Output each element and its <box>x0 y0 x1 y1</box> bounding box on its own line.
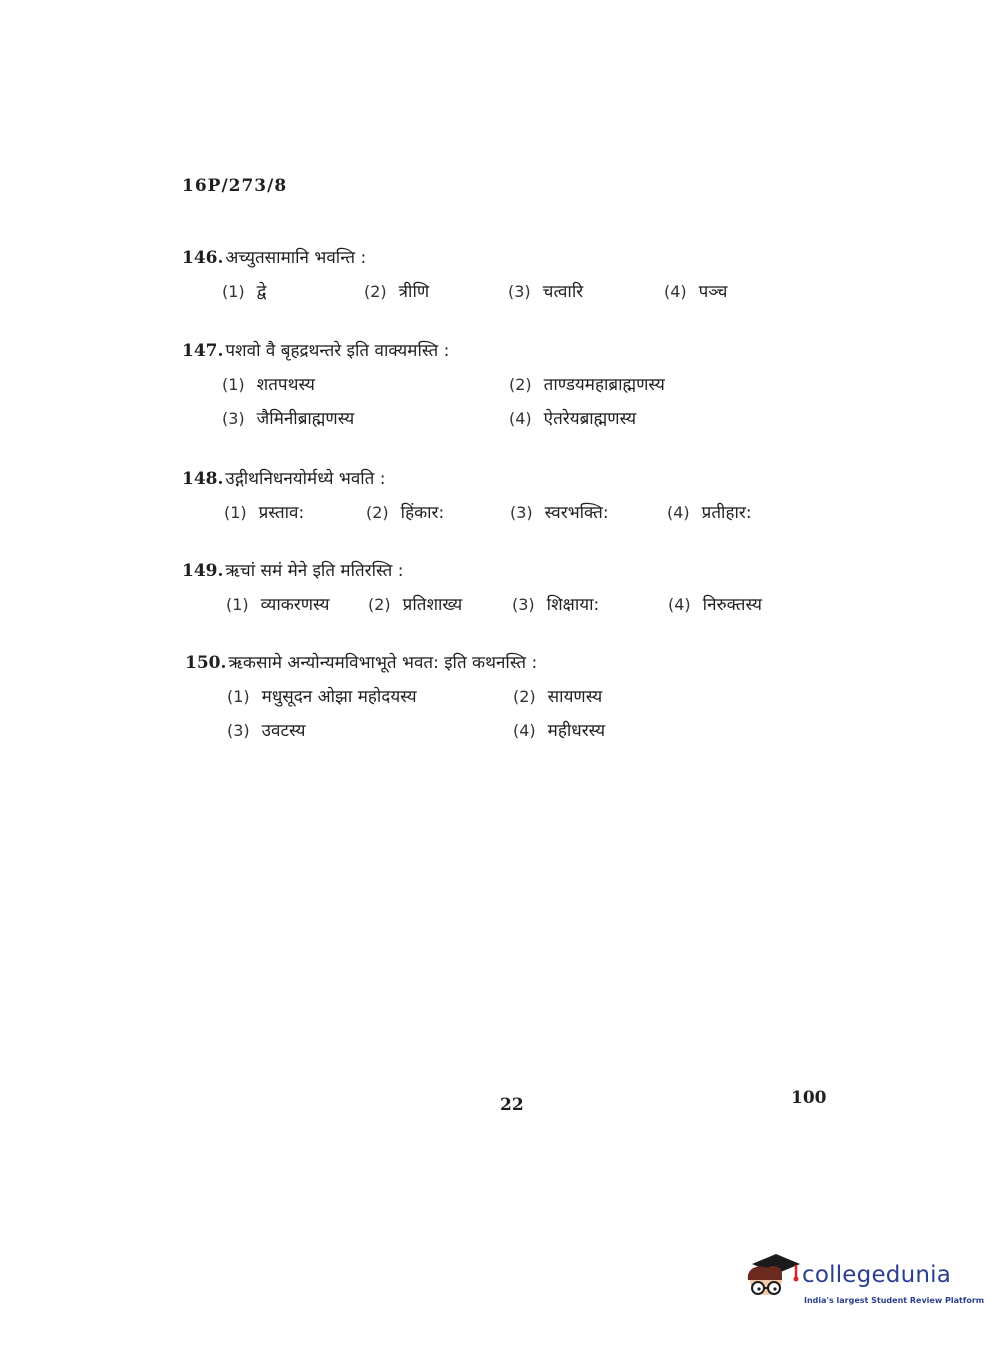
option-text: प्रतीहार: <box>701 503 752 523</box>
option-3 <box>508 279 583 305</box>
option-row <box>182 279 822 313</box>
question-number: 150. <box>185 653 227 673</box>
option-number: (4) <box>509 409 532 428</box>
question-number: 149. <box>182 561 224 581</box>
question-text: अच्युतसामानि भवन्ति : <box>225 248 367 268</box>
option-number: (4) <box>513 721 536 740</box>
option-text: उवटस्य <box>261 721 306 741</box>
logo-brand-text: collegedunia <box>802 1262 952 1288</box>
option-text: त्रीणि <box>398 282 430 302</box>
option-number: (2) <box>366 503 389 522</box>
option-3 <box>227 718 305 744</box>
question-text: उद्गीथनिधनयोर्मध्ये भवति : <box>225 469 386 489</box>
option-text: मधुसूदन ओझा महोदयस्य <box>261 687 417 707</box>
option-number: (2) <box>513 687 536 706</box>
option-4 <box>513 718 605 744</box>
mascot-icon <box>742 1250 804 1312</box>
option-3 <box>222 406 354 432</box>
logo-tagline: India's largest Student Review Platform <box>804 1296 985 1305</box>
option-1 <box>227 684 417 710</box>
option-2 <box>509 372 665 398</box>
option-2 <box>368 592 462 618</box>
option-1 <box>224 500 304 526</box>
question-149 <box>182 558 822 626</box>
question-number: 147. <box>182 341 224 361</box>
collegedunia-logo <box>742 1250 985 1312</box>
option-number: (3) <box>512 595 535 614</box>
option-4 <box>668 592 762 618</box>
option-number: (4) <box>667 503 690 522</box>
option-text: पञ्च <box>698 282 728 302</box>
option-number: (4) <box>668 595 691 614</box>
option-text: प्रस्ताव: <box>258 503 305 523</box>
question-number: 148. <box>182 469 224 489</box>
question-text: ऋकसामे अन्योन्यमविभाभूते भवत: इति कथनस्ति : <box>228 653 538 673</box>
question-147 <box>182 338 822 440</box>
page-number: 22 <box>500 1095 524 1115</box>
option-text: शिक्षाया: <box>546 595 600 615</box>
option-number: (3) <box>227 721 250 740</box>
option-number: (1) <box>226 595 249 614</box>
paper-code: 16P/273/8 <box>182 176 288 196</box>
option-text: स्वरभक्ति: <box>544 503 609 523</box>
question-stem <box>182 338 822 364</box>
option-text: प्रतिशाख्य <box>402 595 463 615</box>
option-2 <box>513 684 602 710</box>
option-3 <box>512 592 599 618</box>
option-number: (2) <box>509 375 532 394</box>
option-row <box>182 406 822 440</box>
option-1 <box>222 279 266 305</box>
option-4 <box>664 279 727 305</box>
question-stem <box>182 466 822 492</box>
option-text: चत्वारि <box>542 282 584 302</box>
option-row <box>182 372 822 402</box>
option-row <box>185 718 825 752</box>
option-number: (2) <box>368 595 391 614</box>
question-stem <box>182 558 822 584</box>
option-text: व्याकरणस्य <box>260 595 330 615</box>
option-number: (1) <box>224 503 247 522</box>
option-4 <box>667 500 752 526</box>
page-count: 100 <box>791 1088 827 1108</box>
question-text: ऋचां समं मेने इति मतिरस्ति : <box>225 561 404 581</box>
option-number: (3) <box>508 282 531 301</box>
question-stem <box>182 245 822 271</box>
option-number: (1) <box>227 687 250 706</box>
option-text: हिंकार: <box>400 503 445 523</box>
option-3 <box>510 500 609 526</box>
question-150 <box>185 650 825 752</box>
option-row <box>185 684 825 714</box>
option-text: सायणस्य <box>547 687 603 707</box>
option-number: (3) <box>222 409 245 428</box>
option-4 <box>509 406 636 432</box>
option-text: महीधरस्य <box>547 721 606 741</box>
option-text: ताण्डयमहाब्राह्मणस्य <box>543 375 665 395</box>
option-number: (3) <box>510 503 533 522</box>
question-stem <box>185 650 825 676</box>
option-2 <box>366 500 444 526</box>
question-148 <box>182 466 822 534</box>
option-text: द्वे <box>256 282 267 302</box>
option-text: ऐतरेयब्राह्मणस्य <box>543 409 637 429</box>
option-row <box>182 500 822 534</box>
option-text: जैमिनीब्राह्मणस्य <box>256 409 355 429</box>
option-1 <box>222 372 315 398</box>
option-number: (2) <box>364 282 387 301</box>
option-number: (1) <box>222 282 245 301</box>
option-row <box>182 592 822 626</box>
option-number: (4) <box>664 282 687 301</box>
option-1 <box>226 592 330 618</box>
question-number: 146. <box>182 248 224 268</box>
option-2 <box>364 279 429 305</box>
question-146 <box>182 245 822 313</box>
option-text: शतपथस्य <box>256 375 315 395</box>
question-text: पशवो वै बृहद्रथन्तरे इति वाक्यमस्ति : <box>225 341 450 361</box>
option-number: (1) <box>222 375 245 394</box>
option-text: निरुक्तस्य <box>702 595 762 615</box>
